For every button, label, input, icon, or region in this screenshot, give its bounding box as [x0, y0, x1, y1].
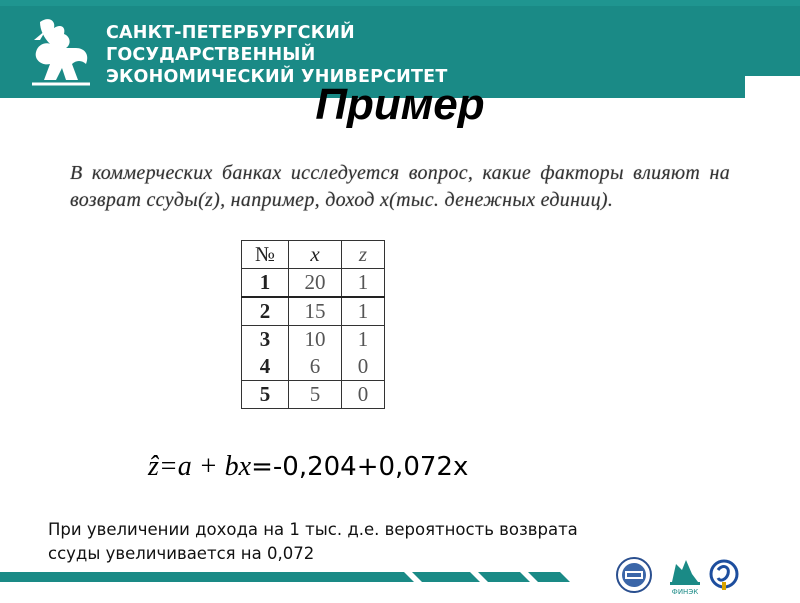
row-z: 1: [342, 326, 385, 354]
table-row: [242, 269, 385, 298]
table-row: [242, 381, 385, 409]
row-z: 0: [342, 353, 385, 381]
slide-title: [0, 80, 800, 130]
seal-emblem-icon: [617, 558, 651, 592]
conclusion-text: [48, 518, 708, 566]
university-name-line-2: ГОСУДАРСТВЕННЫЙ: [106, 45, 316, 65]
row-z: 1: [342, 297, 385, 326]
blue-emblem-icon: [711, 561, 737, 590]
university-name-line-1: САНКТ-ПЕТЕРБУРГСКИЙ: [106, 23, 355, 43]
fineek-caption: ФИНЭК: [671, 588, 699, 596]
conclusion-line-1: При увеличении дохода на 1 тыс. д.е. вероятность возврата: [48, 520, 578, 539]
footer-badges: [612, 552, 792, 598]
footer-stripes: [0, 568, 620, 586]
row-x: 15: [289, 297, 342, 326]
data-table: [241, 240, 385, 409]
row-number: 2: [242, 297, 289, 326]
table-header-row: [242, 241, 385, 269]
formula-rhs: =-0,204+0,072x: [251, 452, 469, 482]
formula-lhs: ẑ=a + bx: [148, 451, 252, 482]
row-number: 3: [242, 326, 289, 354]
row-number: 4: [242, 353, 289, 381]
row-z: 1: [342, 269, 385, 298]
header-x: x: [289, 241, 342, 269]
regression-formula: [148, 450, 468, 483]
griffin-logo-icon: [26, 14, 96, 88]
university-name-line-3: ЭКОНОМИЧЕСКИЙ УНИВЕРСИТЕТ: [106, 67, 448, 87]
table-row: [242, 353, 385, 381]
intro-paragraph: В коммерческих банках исследуется вопрос, какие факторы влияют на возврат ссуды(z), например, доход x(тыс. денежных единиц).: [70, 162, 730, 211]
row-z: 0: [342, 381, 385, 409]
conclusion-line-2: ссуды увеличивается на 0,072: [48, 544, 315, 563]
table-row: [242, 326, 385, 354]
fineek-emblem-icon: [670, 560, 700, 585]
slide-title-text: Пример: [315, 80, 485, 129]
row-x: 5: [289, 381, 342, 409]
row-x: 10: [289, 326, 342, 354]
row-x: 20: [289, 269, 342, 298]
header-number: №: [242, 241, 289, 269]
university-name: [106, 22, 447, 88]
row-number: 1: [242, 269, 289, 298]
header-z: z: [342, 241, 385, 269]
row-x: 6: [289, 353, 342, 381]
row-number: 5: [242, 381, 289, 409]
table-row: [242, 297, 385, 326]
